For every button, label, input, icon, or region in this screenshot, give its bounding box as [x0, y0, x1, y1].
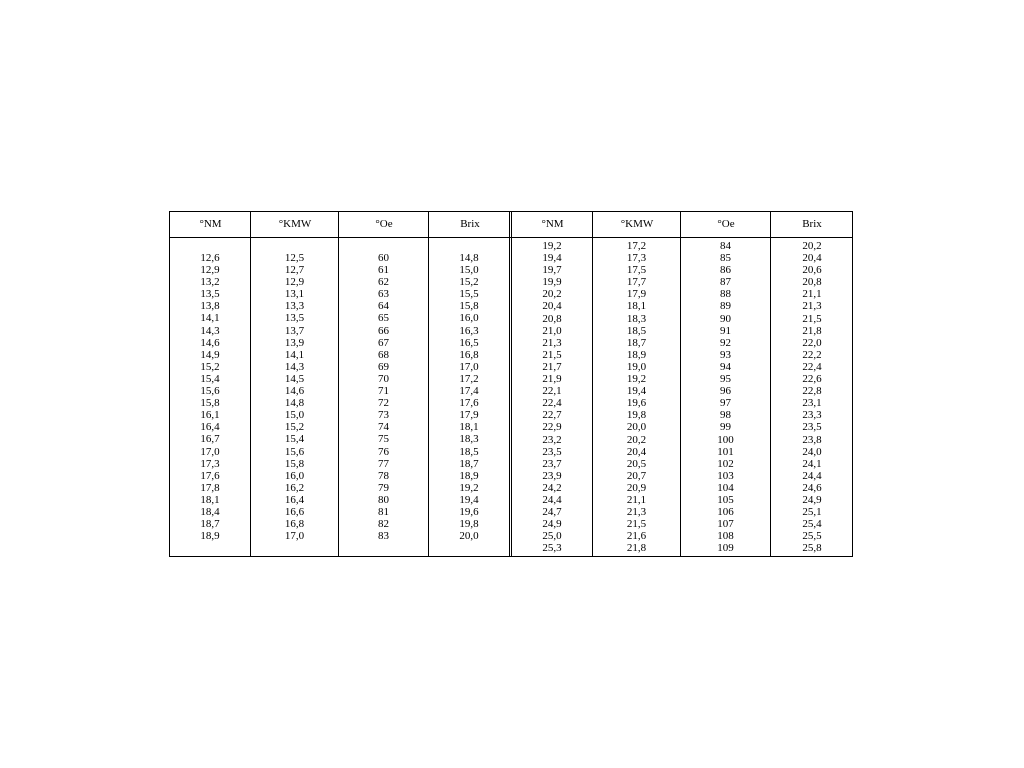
table-cell: 13,1 [284, 288, 305, 301]
table-cell: 77 [378, 457, 389, 470]
conversion-table [169, 211, 853, 557]
table-cell: 14,3 [200, 324, 220, 337]
table-cell: 18,9 [459, 469, 479, 482]
table-cell: 17,9 [459, 409, 479, 422]
table-cell: 79 [378, 481, 389, 494]
table-cell: 21,6 [626, 530, 647, 543]
table-cell: 20,6 [802, 264, 822, 277]
table-cell: 22,4 [802, 360, 822, 373]
table-cell: 25,3 [542, 542, 562, 555]
table-cell: 22,2 [802, 348, 822, 361]
table-cell: 15,5 [459, 288, 479, 301]
table-cell: 25,4 [802, 518, 822, 531]
table-cell: 20,2 [542, 288, 562, 301]
table-cell: 18,5 [459, 445, 479, 458]
table-cell: 17,3 [626, 252, 647, 265]
table-cell: 14,6 [200, 336, 220, 349]
table-cell: 13,7 [284, 324, 305, 337]
table-cell: 12,7 [284, 264, 305, 277]
table-cell: 18,1 [200, 493, 220, 506]
table-cell: 22,1 [542, 385, 562, 398]
table-cell: 23,5 [542, 445, 562, 458]
table-cell: 22,0 [802, 336, 822, 349]
header-nm-left: °NM [199, 218, 222, 230]
table-cell: 17,2 [459, 372, 479, 385]
table-cell: 17,4 [459, 385, 479, 398]
table-cell: 20,5 [626, 457, 647, 470]
table-cell: 20,2 [626, 433, 647, 446]
header-kmw-left: °KMW [278, 218, 312, 230]
table-cell: 20,4 [542, 300, 562, 313]
table-cell: 15,2 [284, 421, 305, 434]
table-cell: 24,9 [542, 518, 562, 531]
table-cell: 20,8 [542, 312, 562, 325]
table-cell: 63 [378, 288, 389, 301]
table-cell: 16,4 [284, 493, 305, 506]
column-brix-left [429, 252, 509, 542]
table-cell: 17,7 [626, 276, 647, 289]
table-cell: 13,5 [284, 312, 305, 325]
table-cell: 18,3 [459, 433, 479, 446]
table-cell: 19,0 [626, 360, 647, 373]
table-cell: 21,0 [542, 324, 562, 337]
table-cell: 101 [717, 445, 734, 458]
table-cell: 17,9 [626, 288, 647, 301]
table-cell: 25,1 [802, 506, 822, 519]
table-cell: 20,0 [459, 530, 479, 543]
table-cell: 67 [378, 336, 389, 349]
table-cell: 21,8 [802, 324, 822, 337]
table-cell: 23,9 [542, 469, 562, 482]
table-cell: 16,8 [284, 518, 305, 531]
header-kmw-right: °KMW [620, 218, 654, 230]
table-cell: 20,8 [802, 276, 822, 289]
table-cell: 18,1 [626, 300, 647, 313]
table-cell: 23,8 [802, 433, 822, 446]
table-cell: 15,8 [459, 300, 479, 313]
table-cell: 17,6 [200, 469, 220, 482]
table-cell: 20,7 [626, 469, 647, 482]
table-cell: 17,5 [626, 264, 647, 277]
table-cell: 13,5 [200, 288, 220, 301]
table-cell: 15,8 [284, 457, 305, 470]
table-cell: 19,4 [459, 493, 479, 506]
table-cell: 16,4 [200, 421, 220, 434]
table-cell: 19,7 [542, 264, 562, 277]
table-cell: 18,5 [626, 324, 647, 337]
table-cell: 18,9 [200, 530, 220, 543]
table-cell: 17,2 [626, 240, 647, 252]
table-cell: 107 [717, 518, 734, 531]
table-cell: 23,5 [802, 421, 822, 434]
header-oe-left: °Oe [375, 218, 393, 230]
header-oe-right: °Oe [717, 218, 735, 230]
table-cell: 21,3 [802, 300, 822, 313]
table-cell: 17,8 [200, 481, 220, 494]
table-cell: 20,4 [802, 252, 822, 265]
table-cell: 65 [378, 312, 389, 325]
table-cell: 19,8 [459, 518, 479, 531]
table-cell: 20,2 [802, 240, 822, 252]
table-cell: 17,0 [200, 445, 220, 458]
column-nm-right [512, 240, 592, 554]
table-cell: 14,1 [284, 348, 305, 361]
table-cell: 75 [378, 433, 389, 446]
header-brix-left: Brix [460, 218, 480, 230]
table-cell: 13,9 [284, 336, 305, 349]
table-cell: 20,0 [626, 421, 647, 434]
table-cell: 13,2 [200, 276, 220, 289]
table-cell: 15,0 [284, 409, 305, 422]
table-cell: 84 [720, 240, 731, 252]
table-cell: 24,2 [542, 481, 562, 494]
table-cell: 15,2 [200, 360, 220, 373]
table-cell: 14,8 [459, 252, 479, 264]
table-cell: 78 [378, 469, 389, 482]
table-cell: 12,9 [200, 264, 220, 277]
table-cell: 15,0 [459, 264, 479, 277]
table-cell: 17,0 [459, 360, 479, 373]
table-cell: 98 [720, 409, 731, 422]
table-cell: 21,5 [802, 312, 822, 325]
table-cell: 21,1 [626, 493, 647, 506]
table-cell: 24,9 [802, 493, 822, 506]
table-cell: 24,4 [542, 493, 562, 506]
table-cell: 104 [717, 481, 734, 494]
table-cell: 68 [378, 348, 389, 361]
table-cell: 24,1 [802, 457, 822, 470]
table-cell: 109 [717, 542, 734, 555]
table-cell: 16,1 [200, 409, 220, 422]
table-cell: 66 [378, 324, 389, 337]
table-cell: 18,3 [626, 312, 647, 325]
table-cell: 24,0 [802, 445, 822, 458]
table-cell: 70 [378, 372, 389, 385]
table-cell: 16,5 [459, 336, 479, 349]
table-cell: 18,7 [626, 336, 647, 349]
table-cell: 21,7 [542, 360, 562, 373]
table-cell: 105 [717, 493, 734, 506]
table-cell: 93 [720, 348, 731, 361]
table-cell: 19,2 [459, 481, 479, 494]
table-cell: 83 [378, 530, 389, 543]
column-kmw-right [593, 240, 680, 554]
table-cell: 21,8 [626, 542, 647, 555]
table-cell: 16,8 [459, 348, 479, 361]
table-cell: 21,5 [542, 348, 562, 361]
table-cell: 92 [720, 336, 731, 349]
table-cell: 14,6 [284, 385, 305, 398]
table-cell: 16,6 [284, 505, 305, 518]
table-cell: 18,9 [626, 348, 647, 361]
table-cell: 21,5 [626, 518, 647, 531]
table-cell: 15,6 [200, 385, 220, 398]
table-cell: 60 [378, 252, 389, 264]
table-cell: 19,4 [542, 252, 562, 265]
table-cell: 81 [378, 505, 389, 518]
table-cell: 12,9 [284, 276, 305, 289]
table-cell: 16,0 [459, 312, 479, 325]
header-brix-right: Brix [802, 218, 822, 230]
table-cell: 19,6 [459, 505, 479, 518]
column-nm-left [170, 252, 250, 542]
table-cell: 15,6 [284, 445, 305, 458]
table-cell: 24,7 [542, 506, 562, 519]
table-cell: 72 [378, 397, 389, 410]
table-cell: 96 [720, 385, 731, 398]
table-cell: 82 [378, 518, 389, 531]
header-nm-right: °NM [541, 218, 564, 230]
table-cell: 14,3 [284, 360, 305, 373]
table-cell: 85 [720, 252, 731, 265]
column-oe-left [339, 252, 428, 542]
table-cell: 89 [720, 300, 731, 313]
table-cell: 19,2 [542, 240, 562, 252]
table-cell: 24,4 [802, 469, 822, 482]
table-cell: 97 [720, 397, 731, 410]
table-cell: 18,7 [459, 457, 479, 470]
table-cell: 86 [720, 264, 731, 277]
table-cell: 25,5 [802, 530, 822, 543]
table-cell: 62 [378, 276, 389, 289]
table-cell: 12,6 [200, 252, 220, 264]
table-cell: 91 [720, 324, 731, 337]
table-cell: 21,3 [542, 336, 562, 349]
table-cell: 64 [378, 300, 389, 313]
table-cell: 17,3 [200, 457, 220, 470]
table-cell: 15,2 [459, 276, 479, 289]
table-cell: 69 [378, 360, 389, 373]
block-divider [509, 212, 510, 556]
table-cell: 102 [717, 457, 734, 470]
table-cell: 21,3 [626, 506, 647, 519]
table-cell: 23,1 [802, 397, 822, 410]
table-cell: 19,2 [626, 373, 647, 386]
table-cell: 18,1 [459, 421, 479, 434]
table-cell: 16,7 [200, 433, 220, 446]
table-cell: 95 [720, 373, 731, 386]
table-cell: 13,8 [200, 300, 220, 313]
table-cell: 87 [720, 276, 731, 289]
table-cell: 90 [720, 312, 731, 325]
table-cell: 25,0 [542, 530, 562, 543]
table-cell: 23,7 [542, 457, 562, 470]
table-cell: 88 [720, 288, 731, 301]
table-cell: 61 [378, 264, 389, 277]
table-cell: 76 [378, 445, 389, 458]
table-cell: 15,4 [284, 433, 305, 446]
table-cell: 16,0 [284, 469, 305, 482]
table-cell: 24,6 [802, 481, 822, 494]
table-cell: 20,4 [626, 445, 647, 458]
table-cell: 14,5 [284, 372, 305, 385]
table-cell: 21,9 [542, 373, 562, 386]
table-cell: 106 [717, 506, 734, 519]
table-cell: 15,8 [200, 397, 220, 410]
table-cell: 16,3 [459, 324, 479, 337]
table-cell: 20,9 [626, 481, 647, 494]
table-cell: 21,1 [802, 288, 822, 301]
column-oe-right [681, 240, 770, 554]
table-cell: 12,5 [284, 252, 305, 264]
table-cell: 22,4 [542, 397, 562, 410]
table-cell: 80 [378, 493, 389, 506]
table-cell: 17,0 [284, 530, 305, 543]
column-brix-right [771, 240, 853, 554]
table-cell: 14,1 [200, 312, 220, 325]
table-cell: 19,9 [542, 276, 562, 289]
table-cell: 25,8 [802, 542, 822, 555]
table-cell: 13,3 [284, 300, 305, 313]
table-cell: 74 [378, 421, 389, 434]
table-cell: 94 [720, 360, 731, 373]
table-cell: 16,2 [284, 481, 305, 494]
header-row [170, 212, 852, 238]
column-kmw-left [251, 252, 338, 542]
table-cell: 108 [717, 530, 734, 543]
table-cell: 73 [378, 409, 389, 422]
table-cell: 18,4 [200, 505, 220, 518]
table-cell: 22,8 [802, 385, 822, 398]
table-cell: 23,3 [802, 409, 822, 422]
table-cell: 103 [717, 469, 734, 482]
table-cell: 23,2 [542, 433, 562, 446]
table-cell: 22,7 [542, 409, 562, 422]
table-cell: 22,9 [542, 421, 562, 434]
table-cell: 18,7 [200, 518, 220, 531]
table-cell: 22,6 [802, 373, 822, 386]
table-cell: 15,4 [200, 372, 220, 385]
table-cell: 14,9 [200, 348, 220, 361]
table-cell: 100 [717, 433, 734, 446]
table-cell: 14,8 [284, 397, 305, 410]
table-cell: 17,6 [459, 397, 479, 410]
table-cell: 19,6 [626, 397, 647, 410]
table-cell: 19,8 [626, 409, 647, 422]
table-cell: 99 [720, 421, 731, 434]
table-cell: 19,4 [626, 385, 647, 398]
table-cell: 71 [378, 385, 389, 398]
